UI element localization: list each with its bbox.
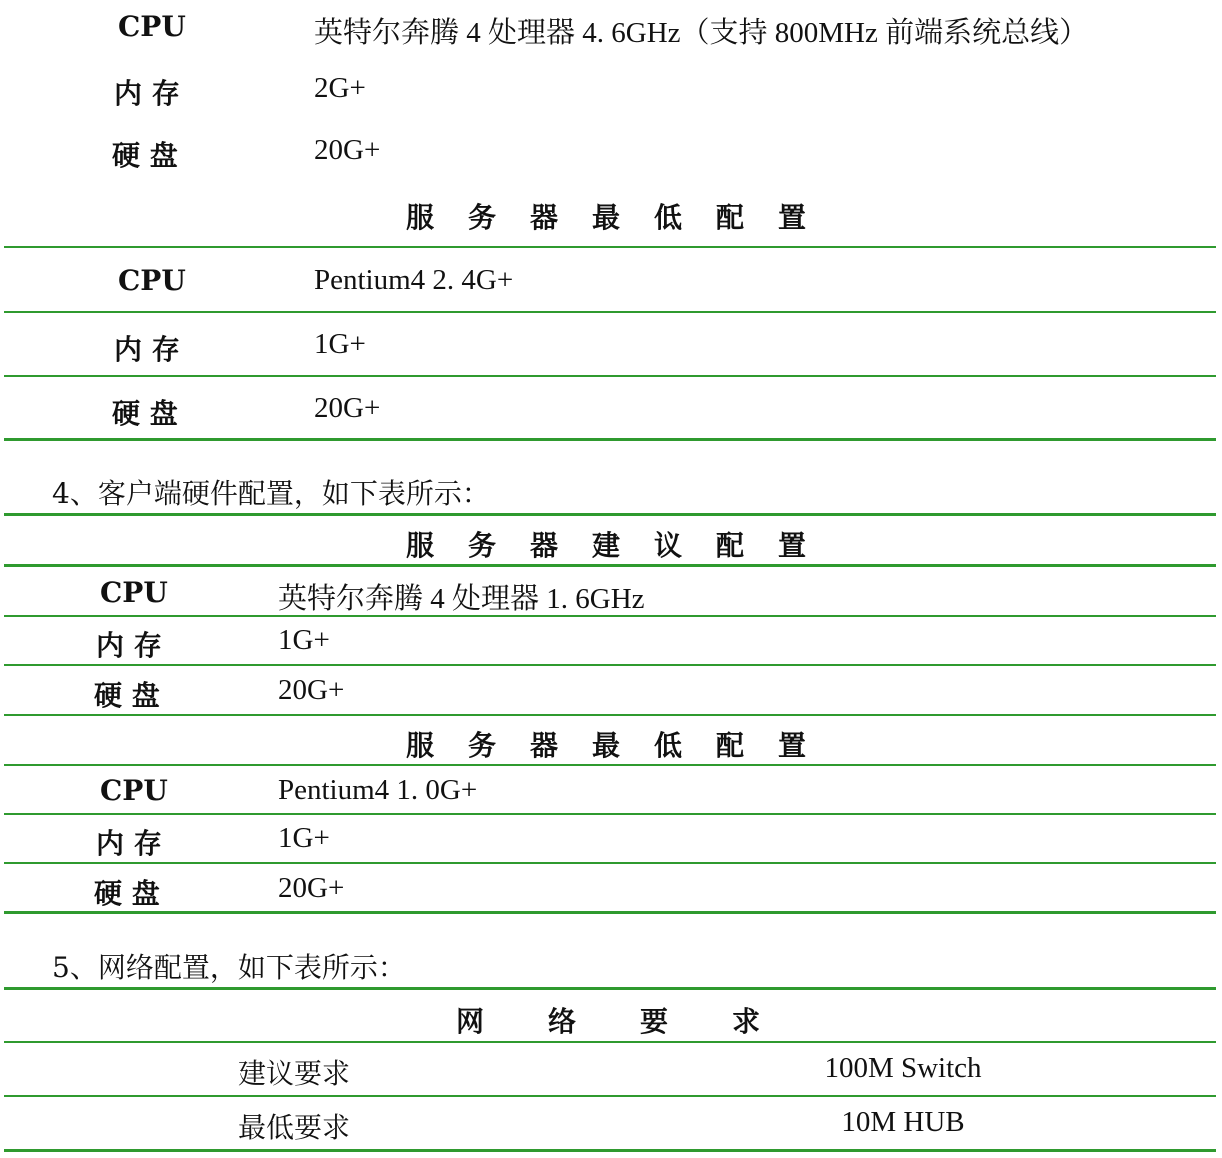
disk-value: 20G+ (278, 674, 345, 706)
table-bottom-rule (4, 911, 1216, 914)
table-rule (4, 1041, 1216, 1043)
disk-label: 硬 盘 (112, 397, 178, 430)
network-requirements-header: 网络要求 (456, 1005, 825, 1038)
recommended-config-header: 服务器建议配置 (406, 529, 841, 562)
table-rule (4, 311, 1216, 313)
disk-value: 20G+ (278, 872, 345, 904)
cpu-label: CPU (118, 10, 186, 43)
memory-value: 2G+ (314, 72, 366, 104)
disk-value: 20G+ (314, 134, 381, 166)
memory-label: 内 存 (114, 77, 180, 110)
cpu-label: CPU (100, 774, 168, 807)
cpu-value: Pentium4 2. 4G+ (314, 264, 514, 296)
network-section-heading: 5、网络配置，如下表所示： (52, 951, 406, 984)
memory-label: 内 存 (114, 333, 180, 366)
memory-value: 1G+ (278, 624, 330, 656)
table-rule (4, 564, 1216, 567)
disk-label: 硬 盘 (94, 877, 160, 910)
table-rule (4, 246, 1216, 248)
recommended-requirement-label: 建议要求 (238, 1057, 351, 1090)
table-rule (4, 714, 1216, 716)
min-config-header: 服务器最低配置 (406, 201, 841, 234)
min-config-header: 服务器最低配置 (406, 729, 841, 762)
recommended-requirement-value: 100M Switch (824, 1052, 982, 1084)
cpu-label: CPU (118, 264, 186, 297)
table-rule (4, 664, 1216, 666)
memory-label: 内 存 (96, 827, 162, 860)
cpu-label: CPU (100, 576, 168, 609)
client-section-heading: 4、客户端硬件配置，如下表所示： (52, 477, 490, 510)
disk-label: 硬 盘 (94, 679, 160, 712)
table-rule (4, 764, 1216, 766)
table-rule (4, 615, 1216, 617)
minimum-requirement-value: 10M HUB (841, 1106, 965, 1138)
table-rule (4, 375, 1216, 377)
memory-value: 1G+ (314, 328, 366, 360)
table-top-rule (4, 987, 1216, 990)
memory-label: 内 存 (96, 629, 162, 662)
cpu-value: 英特尔奔腾 4 处理器 1. 6GHz (278, 583, 645, 615)
disk-label: 硬 盘 (112, 139, 178, 172)
cpu-value: 英特尔奔腾 4 处理器 4. 6GHz（支持 800MHz 前端系统总线） (314, 17, 1089, 49)
minimum-requirement-label: 最低要求 (238, 1111, 351, 1144)
cpu-value: Pentium4 1. 0G+ (278, 774, 478, 806)
disk-value: 20G+ (314, 392, 381, 424)
table-bottom-rule (4, 1149, 1216, 1152)
table-rule (4, 813, 1216, 815)
table-rule (4, 862, 1216, 864)
table-bottom-rule (4, 438, 1216, 441)
table-rule (4, 1095, 1216, 1097)
table-top-rule (4, 513, 1216, 516)
memory-value: 1G+ (278, 822, 330, 854)
